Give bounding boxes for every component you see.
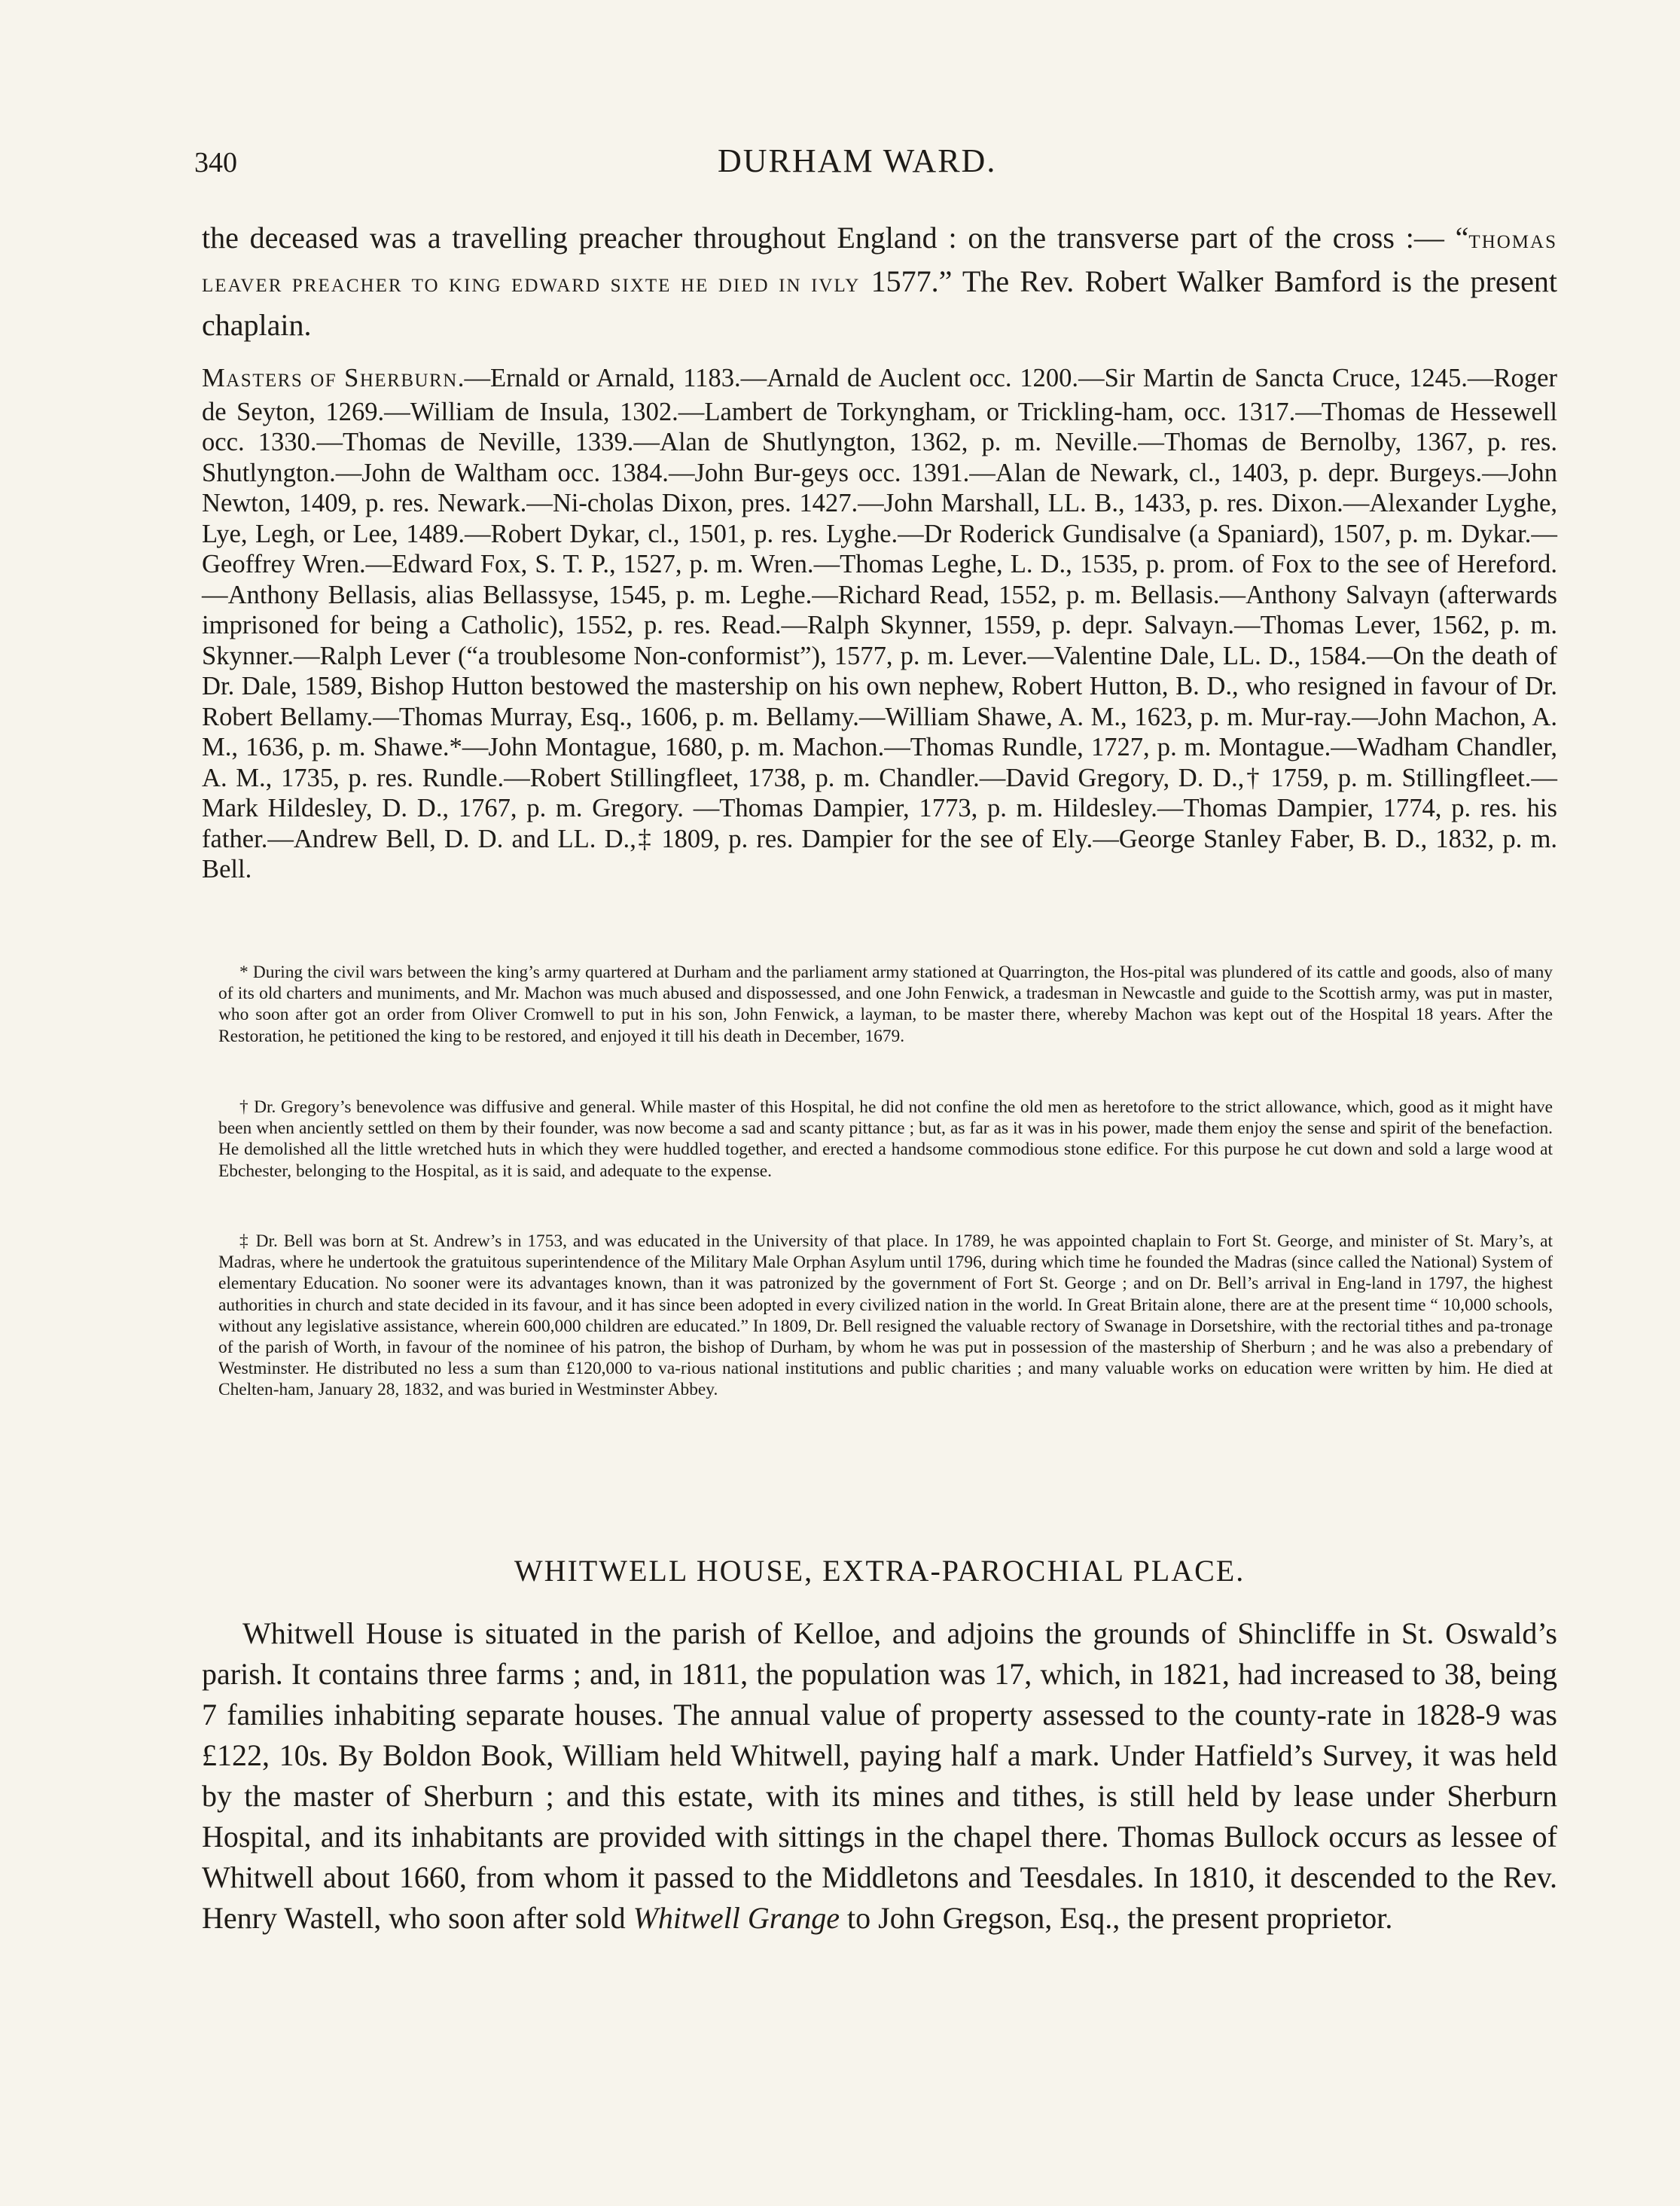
running-title: DURHAM WARD. xyxy=(718,142,997,179)
intro-text-1: the deceased was a travelling preacher throughout England : on the transverse part of the cross :— “ xyxy=(202,221,1469,255)
page-number: 340 xyxy=(194,147,237,178)
whitwell-text-2: to John Gregson, Esq., the present proprietor. xyxy=(840,1901,1393,1935)
section-heading: WHITWELL HOUSE, EXTRA-PAROCHIAL PLACE. xyxy=(514,1554,1246,1588)
page-header xyxy=(194,142,1489,180)
masters-list: .—Ernald or Arnald, 1183.—Arnald de Auclent occ. 1200.—Sir Martin de Sancta Cruce, 1245.—Roger de Seyton, 1269.—William de Insula, 1302.—Lambert de Torkyngham, or Trickling-ham, occ. 1317.—Thomas de Hessewell occ. 1330.—Thomas de Neville, 1339.—Alan de Shutlyngton, 1362, p. m. Neville.—Thomas de Bernolby, 1367, p. res. Shutlyngton.—John de Waltham occ. 1384.—John Bur-geys occ. 1391.—Alan de Newark, cl., 1403, p. depr. Burgeys.—John Newton, 1409, p. res. Newark.—Ni-cholas Dixon, pres. 1427.—John Marshall, LL. B., 1433, p. res. Dixon.—Alexander Lyghe, Lye, Legh, or Lee, 1489.—Robert Dykar, cl., 1501, p. res. Lyghe.—Dr Roderick Gundisalve (a Spaniard), 1507, p. m. Dykar.—Geoffrey Wren.—Edward Fox, S. T. P., 1527, p. m. Wren.—Thomas Leghe, L. D., 1535, p. prom. of Fox to the see of Hereford.—Anthony Bellasis, alias Bellassyse, 1545, p. m. Leghe.—Richard Read, 1552, p. m. Bellasis.—Anthony Salvayn (afterwards imprisoned for being a Catholic), 1552, p. res. Read.—Ralph Skynner, 1559, p. depr. Salvayn.—Thomas Lever, 1562, p. m. Skynner.—Ralph Lever (“a troublesome Non-conformist”), 1577, p. m. Lever.—Valentine Dale, LL. D., 1584.—On the death of Dr. Dale, 1589, Bishop Hutton bestowed the mastership on his own nephew, Robert Hutton, B. D., who resigned in favour of Dr. Robert Bellamy.—Thomas Murray, Esq., 1606, p. m. Bellamy.—William Shawe, A. M., 1623, p. m. Mur-ray.—John Machon, A. M., 1636, p. m. Shawe.*—John Montague, 1680, p. m. Machon.—Thomas Rundle, 1727, p. m. Montague.—Wadham Chandler, A. M., 1735, p. res. Rundle.—Robert Stillingfleet, 1738, p. m. Chandler.—David Gregory, D. D.,† 1759, p. m. Stillingfleet.—Mark Hildesley, D. D., 1767, p. m. Gregory. —Thomas Dampier, 1773, p. m. Hildesley.—Thomas Dampier, 1774, p. res. his father.—Andrew Bell, D. D. and LL. D.,‡ 1809, p. res. Dampier for the see of Ely.—George Stanley Faber, B. D., 1832, p. m. Bell. xyxy=(202,364,1557,883)
inscription: THOMAS LEAVER PREACHER TO KING EDWARD SIXTE HE DIED IN IVLY xyxy=(202,232,1557,296)
masters-heading xyxy=(202,364,458,392)
footnote-double-dagger: ‡ Dr. Bell was born at St. Andrew’s in 1753, and was educated in the University of that place. In 1789, he was appointed chaplain to Fort St. George, and minister of St. Mary’s, at Madras, where he undertook the gratuitous superintendence of the Military Male Orphan Asylum until 1796, during which time he founded the Madras (since called the National) System of elementary Education. No sooner were its advantages known, than it was patronized by the government of Fort St. George ; and on Dr. Bell’s arrival in Eng-land in 1797, the highest authorities in church and state decided in its favour, and it has since been adopted in every civilized nation in the world. In Great Britain alone, there are at the present time “ 10,000 schools, without any legislative assistance, wherein 600,000 children are educated.” In 1809, Dr. Bell resigned the valuable rectory of Swanage in Dorsetshire, with the rectorial tithes and pa-tronage of the parish of Worth, in favour of the nominee of his patron, the bishop of Durham, by whom he was put in possession of the mastership of Sherburn ; and he was also a prebendary of Westminster. He distributed no less a sum than £120,000 to va-rious national institutions and public charities ; and many valuable works on education were written by him. He died at Chelten-ham, January 28, 1832, and was buried in Westminster Abbey. xyxy=(218,1231,1553,1400)
masters-paragraph xyxy=(202,363,1557,885)
footnote-dagger: † Dr. Gregory’s benevolence was diffusive and general. While master of this Hospital, he did not confine the old men as heretofore to the strict allowance, which, good as it might have been when anciently settled on them by their founder, was now become a sad and scanty pittance ; but, as far as it was in his power, made them enjoy the sense and spirit of the benefaction. He demolished all the little wretched huts in which they were huddled together, and erected a handsome commodious stone edifice. For this purpose he cut down and sold a large wood at Ebchester, belonging to the Hospital, as it is said, and adequate to the expense. xyxy=(218,1097,1553,1181)
masters-heading-initial-s: S xyxy=(344,364,360,392)
whitwell-text-1: Whitwell House is situated in the parish of Kelloe, and adjoins the grounds of Shincliffe in St. Oswald’s parish. It contains three farms ; and, in 1811, the population was 17, which, in 1821, had increased to 38, being 7 families inhabiting separate houses. The annual value of property assessed to the county-rate in 1828-9 was £122, 10s. By Boldon Book, William held Whitwell, paying half a mark. Under Hatfield’s Survey, it was held by the master of Sherburn ; and this estate, with its mines and tithes, is still held by lease under Sherburn Hospital, and its inhabitants are provided with sittings in the chapel there. Thomas Bullock occurs as lessee of Whitwell about 1660, from whom it passed to the Middletons and Teesdales. In 1810, it descended to the Rev. Henry Wastell, who soon after sold xyxy=(202,1616,1557,1935)
intro-text-2: ” The Rev. Robert Walker Bamford is the present chaplain. xyxy=(202,264,1558,342)
masters-heading-rest-2: HERBURN xyxy=(359,371,458,391)
masters-heading-initial-m: M xyxy=(202,364,227,392)
whitwell-grange: Whitwell Grange xyxy=(633,1901,840,1935)
masters-heading-rest-1: ASTERS OF xyxy=(226,371,345,391)
whitwell-paragraph xyxy=(202,1613,1557,1939)
inscription-year: 1577. xyxy=(870,264,939,298)
intro-paragraph xyxy=(202,218,1557,345)
footnote-asterisk: * During the civil wars between the king’s army quartered at Durham and the parliament army stationed at Quarrington, the Hos-pital was plundered of its cattle and goods, also of many of its old charters and muniments, and Mr. Machon was much abused and dispossessed, and one John Fenwick, a tradesman in Newcastle and guide to the Scottish army, was put in master, who soon after got an order from Oliver Cromwell to put in his son, John Fenwick, a layman, to be master there, whereby Machon was kept out of the Hospital 18 years. After the Restoration, he petitioned the king to be restored, and enjoyed it till his death in December, 1679. xyxy=(218,963,1553,1046)
